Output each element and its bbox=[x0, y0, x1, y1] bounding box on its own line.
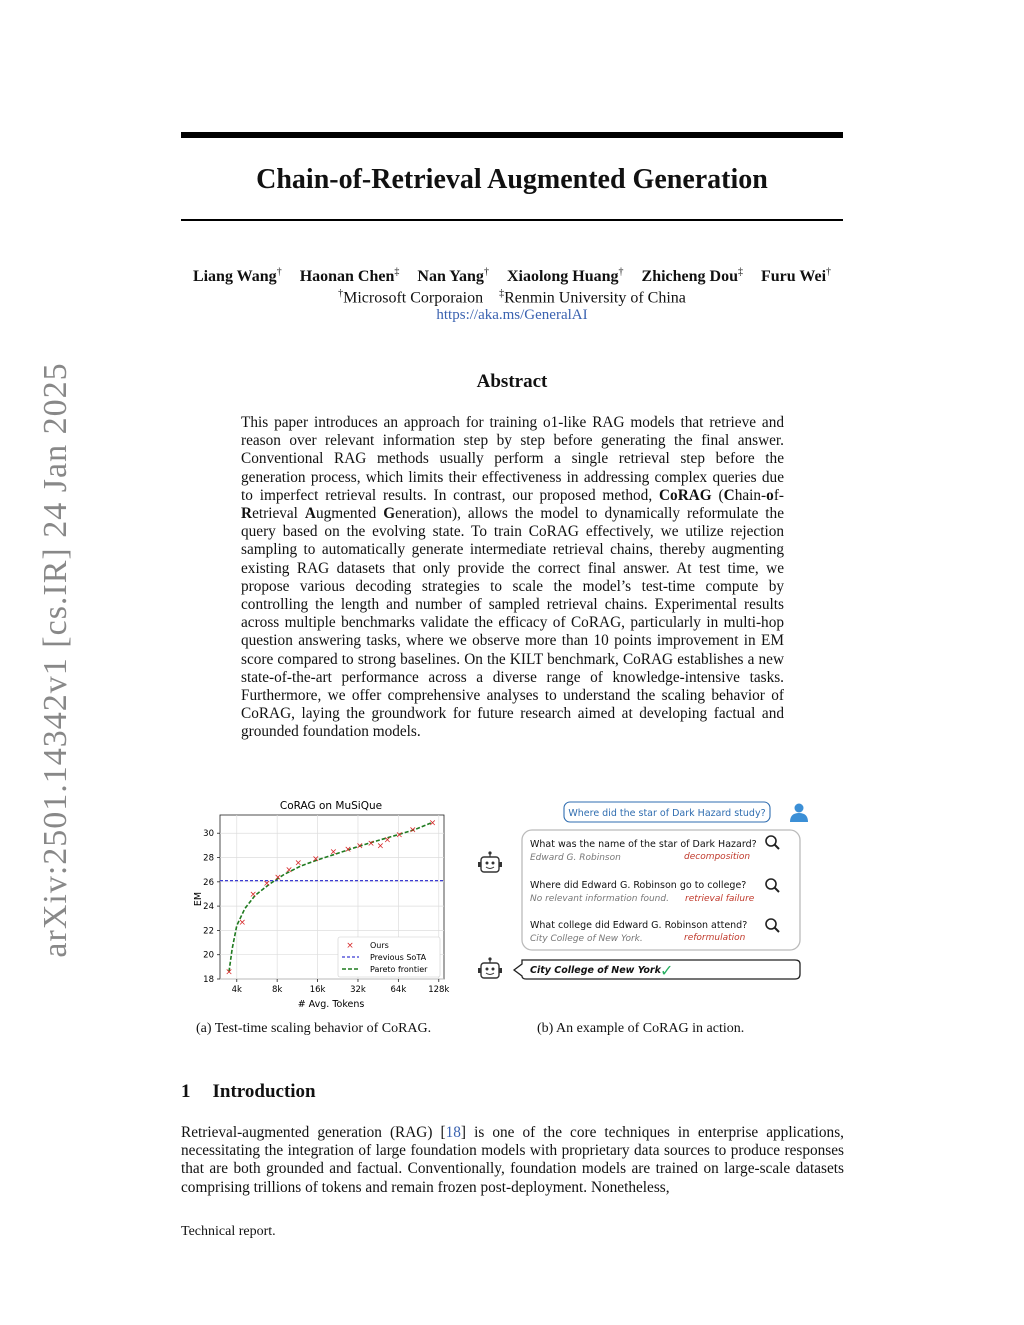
data-point: × bbox=[383, 835, 392, 846]
arxiv-stamp: arXiv:2501.14342v1 [cs.IR] 24 Jan 2025 bbox=[37, 362, 74, 958]
data-point: × bbox=[238, 917, 247, 928]
data-point: × bbox=[263, 879, 271, 890]
y-tick-label: 30 bbox=[203, 829, 214, 840]
chart-legend bbox=[338, 937, 440, 977]
y-tick-label: 28 bbox=[203, 853, 214, 864]
x-tick-label: 4k bbox=[231, 985, 242, 995]
author: Furu Wei† bbox=[761, 267, 832, 286]
y-tick-label: 24 bbox=[203, 902, 214, 913]
x-axis-label: # Avg. Tokens bbox=[297, 999, 365, 1010]
data-point: × bbox=[225, 967, 233, 978]
y-axis-label: EM bbox=[193, 891, 204, 907]
affiliations: †Microsoft Corporaion ‡Renmin University of China bbox=[338, 288, 686, 307]
caption-a: (a) Test-time scaling behavior of CoRAG. bbox=[196, 1021, 432, 1036]
y-tick-label: 18 bbox=[203, 975, 214, 985]
data-point: × bbox=[249, 889, 257, 900]
user-question: Where did the star of Dark Hazard study? bbox=[568, 808, 766, 819]
author: Zhicheng Dou‡ bbox=[641, 267, 743, 286]
final-answer: City College of New York bbox=[530, 965, 661, 976]
data-point: × bbox=[367, 838, 375, 849]
step-answer: No relevant information found. bbox=[530, 894, 669, 904]
data-point: × bbox=[409, 825, 417, 836]
check-icon: ✓ bbox=[660, 961, 674, 980]
data-point: × bbox=[428, 818, 437, 829]
x-tick-label: 8k bbox=[271, 985, 283, 995]
data-point: × bbox=[294, 858, 303, 869]
corag-example bbox=[472, 798, 817, 998]
step-answer: Edward G. Robinson bbox=[530, 853, 621, 863]
step-tag: decomposition bbox=[684, 852, 751, 862]
legend-sota: Previous SoTA bbox=[370, 953, 427, 962]
title-bottom-rule bbox=[181, 219, 843, 221]
abstract-heading: Abstract bbox=[476, 371, 548, 392]
citation-link[interactable]: 18 bbox=[445, 1124, 461, 1141]
data-point: × bbox=[355, 841, 364, 852]
data-point: × bbox=[395, 830, 404, 841]
data-point: × bbox=[274, 872, 282, 883]
author: Liang Wang† bbox=[192, 267, 282, 286]
legend-ours: Ours bbox=[370, 941, 389, 950]
section-heading: 1 Introduction bbox=[181, 1081, 316, 1102]
data-point: × bbox=[311, 854, 320, 865]
intro-body: Retrieval-augmented generation (RAG) [18] is one of the core techniques in enterprise applications, necessitating the integration of large foundation models with proprietary data sources to produce responses that are both grounded and factual. Conventionally, foundation models are trained on large-scale datasets comprising trillions of tokens and remain frozen post-deployment. Nonetheless, bbox=[181, 1124, 844, 1196]
y-tick-label: 20 bbox=[203, 950, 214, 961]
data-point: × bbox=[376, 841, 385, 852]
step-tag: reformulation bbox=[684, 933, 746, 943]
chart-title: CoRAG on MuSiQue bbox=[279, 800, 383, 812]
abstract-body: This paper introduces an approach for training o1-like RAG models that retrieve and reason over relevant information step by step before generating the final answer. Conventional RAG methods usually perform a single retrieval step before the generation process, which limits their effectiveness in addressing complex queries due to imperfect retrieval results. In contrast, our proposed method, CoRAG (Chain-of-Retrieval Augmented Generation), allows the model to dynamically reformulate the query based on the evolving state. To train CoRAG effectively, we utilize rejection sampling to automatically generate intermediate retrieval chains, thereby augmenting existing RAG datasets that only provide the correct final answer. At test time, we propose various decoding strategies to scale the model’s test-time compute by controlling the length and number of sampled retrieval chains. Experimental results across multiple benchmarks validate the efficacy of CoRAG, particularly in multi-hop question answering tasks, where we observe more than 10 points improvement in EM score compared to strong baselines. On the KILT benchmark, CoRAG establishes a new state-of-the-art performance across a diverse range of knowledge-intensive tasks. Furthermore, we offer comprehensive analyses to understand the scaling behavior of CoRAG, laying the groundwork for future research aimed at developing factual and grounded foundation models. bbox=[241, 414, 785, 741]
robot-icon bbox=[478, 957, 502, 978]
robot-icon bbox=[478, 851, 502, 872]
data-point: × bbox=[329, 847, 338, 858]
title-top-rule bbox=[181, 132, 843, 138]
legend-marker-ours: × bbox=[346, 941, 354, 951]
caption-b: (b) An example of CoRAG in action. bbox=[537, 1021, 745, 1036]
step-tag: retrieval failure bbox=[685, 894, 755, 904]
x-tick-label: 128k bbox=[428, 985, 450, 995]
x-tick-label: 32k bbox=[350, 985, 366, 995]
x-tick-label: 16k bbox=[309, 985, 326, 995]
footer-note: Technical report. bbox=[181, 1224, 276, 1239]
scaling-chart bbox=[188, 795, 453, 1015]
author: Xiaolong Huang† bbox=[506, 267, 624, 286]
author-list bbox=[120, 267, 904, 286]
step-answer: City College of New York. bbox=[530, 934, 643, 944]
user-icon bbox=[790, 804, 808, 823]
data-point: × bbox=[285, 865, 293, 876]
y-tick-label: 22 bbox=[203, 926, 214, 937]
author: Nan Yang† bbox=[417, 267, 489, 286]
legend-pareto: Pareto frontier bbox=[370, 965, 428, 974]
paper-title: Chain-of-Retrieval Augmented Generation bbox=[256, 164, 768, 195]
y-tick-label: 26 bbox=[203, 877, 214, 888]
step-query: What college did Edward G. Robinson attend? bbox=[530, 920, 748, 931]
x-tick-label: 64k bbox=[390, 985, 407, 995]
data-point: × bbox=[344, 845, 352, 856]
step-query: Where did Edward G. Robinson go to college? bbox=[530, 880, 747, 891]
project-link[interactable]: https://aka.ms/GeneralAI bbox=[436, 307, 588, 323]
step-query: What was the name of the star of Dark Hazard? bbox=[530, 839, 757, 850]
author: Haonan Chen‡ bbox=[299, 267, 400, 286]
